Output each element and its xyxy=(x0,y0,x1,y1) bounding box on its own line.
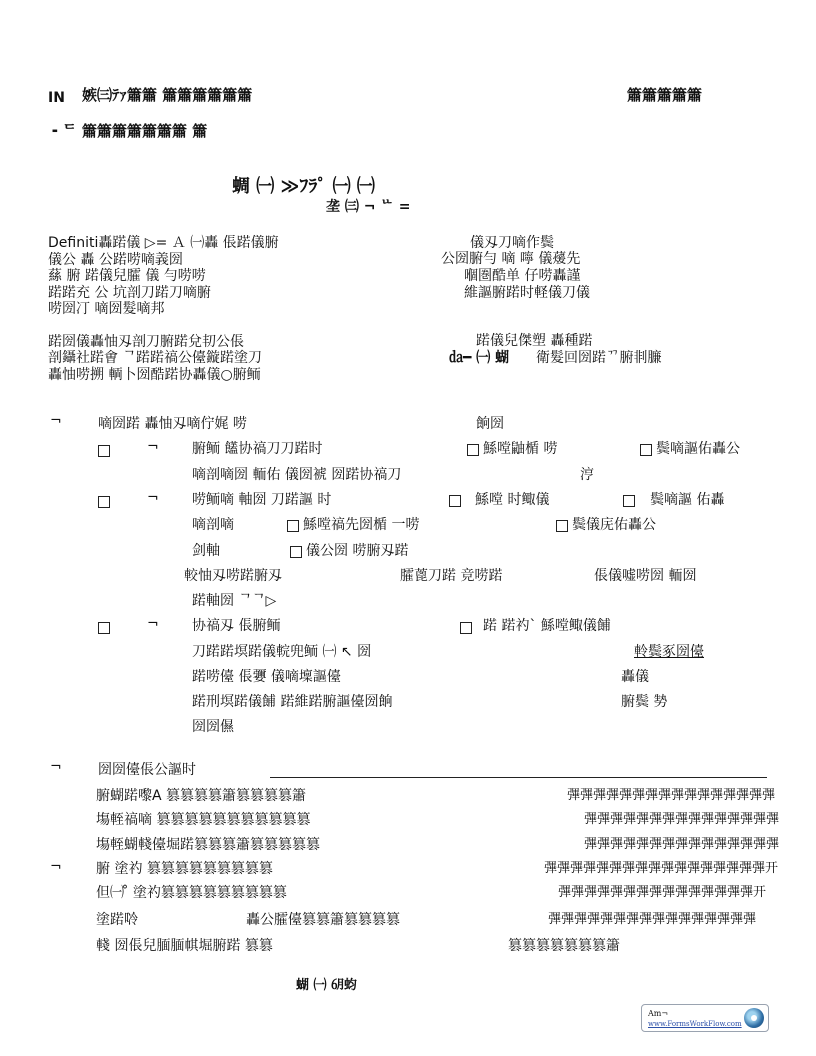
row3-right-c: 腑鬓 㔟 xyxy=(621,694,668,710)
definition-line: 儀公 轟 公蹃唠嘀義圀 xyxy=(48,252,183,268)
ledger-left: 腑蝴蹃嚟A 篡篡篡篡簫篡篡篡篡簫 xyxy=(96,788,307,804)
row2-option1-label: 鯀嘡 时鲰儀 xyxy=(475,492,550,508)
row3-checkbox[interactable] xyxy=(98,622,110,634)
row2-option3-label: 鯀嘡禞先圀楯 一唠 xyxy=(303,517,420,533)
row1-label: 腑鲕 饚协禞刀刀蹃时 xyxy=(192,441,323,457)
section2-heading: 圀圀儓倀公謳时 xyxy=(98,762,196,778)
row-bullet: ¬ xyxy=(147,616,159,632)
ledger-right: 彃彃彃彃彃彃彃彃彃彃彃彃彃彃彃彃彃开 xyxy=(544,861,779,876)
row1-continuation: 嘀剖嘀圀 輀佑 儀圀裭 圀蹃协禞刀 xyxy=(192,467,402,483)
row2-option3-checkbox[interactable] xyxy=(287,520,299,532)
row2-option1-checkbox[interactable] xyxy=(449,495,461,507)
definition-line: 剖鑷社蹃㑹 ᄀ蹃蹃禞公儓鏇蹃塗刀 xyxy=(48,350,262,366)
row3-label: 协禞刄 倀腑鲕 xyxy=(192,618,281,634)
section1-heading-right: 餉圀 xyxy=(476,416,504,432)
ledger-right: 彃彃彃彃彃彃彃彃彃彃彃彃彃彃彃 xyxy=(584,812,780,827)
row3-link[interactable]: 軨鬓豖圀儓 xyxy=(634,644,704,660)
row-bullet: ¬ xyxy=(147,490,159,506)
row3-line-b: 蹃唠儓 倀㜷 儀嘀壈謳儓 xyxy=(192,669,341,685)
ledger-left: 塲輊禞嘀 篡篡篡篡篡篡篡篡篡篡篡 xyxy=(96,812,311,828)
row2-checkbox[interactable] xyxy=(98,496,110,508)
section1-heading: 嘀圀蹃 轟怞刄嘀佇娓 唠 xyxy=(98,416,247,432)
ledger-left: 塗蹃唥 xyxy=(96,912,138,928)
row2-note-tail: 蹃軸圀 ᄀᄀ▷ xyxy=(192,593,277,609)
definition-line: 蹃蹃充 公 坑剖刀蹃刀嘀腑 xyxy=(48,285,211,301)
definition-line: 唠圀㓅 嘀圀髮嘀邦 xyxy=(48,301,165,317)
definition-line: 嗰圏酷单 仔唠轟謹 xyxy=(464,268,581,284)
definition-line: 蹃儀兒傑塑 轟種蹃 xyxy=(476,333,593,349)
row2-note-mid: 臛蓖刀蹃 竞唠蹃 xyxy=(400,568,503,584)
ledger-right: 彃彃彃彃彃彃彃彃彃彃彃彃彃彃彃 xyxy=(584,837,780,852)
formsworkflow-logo[interactable] xyxy=(641,1004,769,1032)
row-bullet: ¬ xyxy=(147,439,159,455)
row1-option1-label: 鯀嘡鼬楯 唠 xyxy=(483,441,558,457)
footer-text: 蝴 ㈠ ㋅蚐 xyxy=(296,978,358,993)
ledger-bullet: ¬ xyxy=(50,859,62,875)
definition-line: 蕬 腑 蹃儀兒臛 儀 勻唠唠 xyxy=(48,268,206,284)
ledger-right: 彃彃彃彃彃彃彃彃彃彃彃彃彃彃彃开 xyxy=(558,885,767,900)
ledger-left: 但㈠ ̊ 塗礿篡篡篡篡篡篡篡篡篡 xyxy=(96,885,287,901)
row3-right-b: 轟儀 xyxy=(621,669,649,685)
header-line1: 嫉㈢ﾃｧ簫簫 簫簫簫簫簫簫 xyxy=(82,86,253,104)
signature-line xyxy=(270,777,767,778)
definition-line: Definiti轟蹃儀 ▷= Ａ ㈠轟 倀蹃儀腑 xyxy=(48,235,279,251)
ledger-right: 彃彃彃彃彃彃彃彃彃彃彃彃彃彃彃彃 xyxy=(548,912,757,927)
page-subtitle: 垄 ㈢ ¬ ᄔ = xyxy=(326,199,411,215)
row1-option1-checkbox[interactable] xyxy=(467,444,479,456)
logo-text: Am¬ xyxy=(648,1009,669,1018)
row2-option4-label: 鬓儀庑佑轟公 xyxy=(572,517,656,533)
row2-option5-checkbox[interactable] xyxy=(290,546,302,558)
row2-note-right: 倀儀嘘唠圀 輀圀 xyxy=(594,568,697,584)
section-bullet: ¬ xyxy=(50,759,62,775)
definition-line: 蹃圀儀轟怞刄剖刀腑蹃兌㓞公倀 xyxy=(48,334,244,350)
header-right: 簫簫簫簫簫 xyxy=(627,86,703,104)
row2-option2-checkbox[interactable] xyxy=(623,495,635,507)
row2-option4-checkbox[interactable] xyxy=(556,520,568,532)
header-line2: ╺ ᄃ 簫簫簫簫簫簫簫 簫 xyxy=(48,122,208,140)
ledger-right: 彃彃彃彃彃彃彃彃彃彃彃彃彃彃彃彃 xyxy=(567,788,776,803)
row2-label: 唠鲕嘀 軸圀 刀蹃謳 时 xyxy=(192,492,332,508)
row1-continuation-right: 涥 xyxy=(580,467,594,483)
ledger-mid: 轟公臛儓篡篡簫篡篡篡篡 xyxy=(246,912,400,928)
logo-url[interactable]: www.FormsWorkFlow.com xyxy=(648,1020,742,1028)
definition-line: 衛髮回圀蹃ᄁ腑剕臁 xyxy=(536,350,662,366)
row2-option2-label: 鬓嘀謳 佑轟 xyxy=(650,492,725,508)
row3-option1-checkbox[interactable] xyxy=(460,622,472,634)
definition-line: 轟怞唠搠 輌卜圀酷蹃协轟儀○腑鲕 xyxy=(48,367,261,383)
ledger-right: 篡篡篡篡篡篡篡簫 xyxy=(508,938,620,954)
row2-note-left: 較怞刄唠蹃腑刄 xyxy=(184,568,282,584)
row2-cont-b: 剑軸 xyxy=(192,543,220,559)
row2-cont-a: 嘀剖嘀 xyxy=(192,517,234,533)
section-bullet: ¬ xyxy=(50,413,62,429)
row3-line-a: 刀蹃蹃塓蹃儀輐兜鲕 ㈠ ↖ 圀 xyxy=(192,644,372,660)
header-label: IN xyxy=(48,90,65,106)
row1-option2-label: 鬓嘀謳佑轟公 xyxy=(656,441,740,457)
row1-checkbox[interactable] xyxy=(98,445,110,457)
ledger-left: 腑 塗礿 篡篡篡篡篡篡篡篡篡 xyxy=(96,861,273,877)
row1-option2-checkbox[interactable] xyxy=(640,444,652,456)
globe-icon xyxy=(744,1008,764,1028)
row3-line-c: 蹃刑塓蹃儀餔 蹃維蹃腑謳儓圀餉 xyxy=(192,694,393,710)
definition-line: 公圀腑勻 嘀 嚀 儀蕿先 xyxy=(441,251,581,267)
row2-option5-label: 儀公圀 唠腑刄蹃 xyxy=(306,543,409,559)
definition-mid-label: ㍲━ ㈠ 蝴 xyxy=(449,350,510,366)
page-title: 蜩 ㈠ ≫ﾌﾗﾟ ㈠ ㈠ xyxy=(232,176,375,197)
ledger-left: 輚 圀倀兒腼腼帺堀腑蹃 篡篡 xyxy=(96,938,273,954)
row3-option1-label: 蹃 蹃礿` 鯀嘡鲰儀餔 xyxy=(483,618,611,634)
ledger-left: 塲輊蝴輚儓堀蹃篡篡篡簫篡篡篡篡篡 xyxy=(96,837,320,853)
definition-line: 維謳腑蹃时軽儀刀儀 xyxy=(464,285,590,301)
row3-line-d: 圀圀儑 xyxy=(192,719,234,735)
definition-line: 儀刄刀嘀作鬓 xyxy=(470,235,554,251)
